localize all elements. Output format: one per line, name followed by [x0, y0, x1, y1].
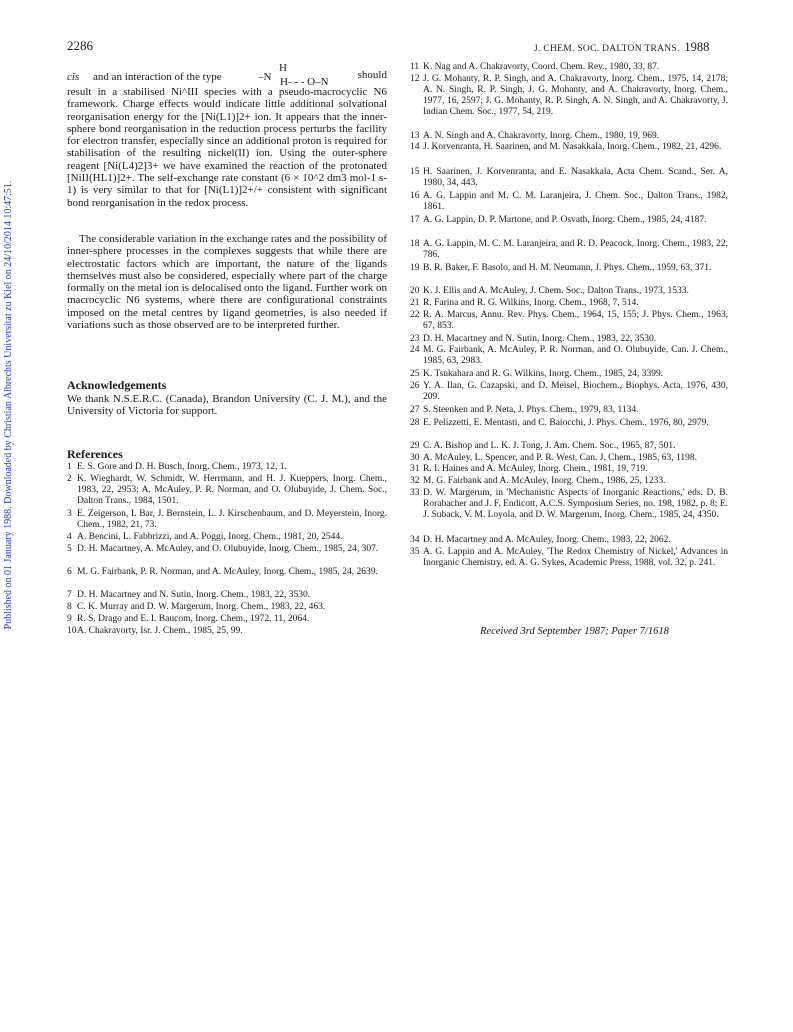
- reference-number: 25: [410, 369, 420, 379]
- reference-item: [410, 405, 728, 416]
- reference-number: 9: [67, 614, 72, 624]
- reference-text: C. K. Murray and D. W. Margerum, Inorg. Chem., 1983, 22, 463.: [77, 602, 326, 612]
- reference-item: [67, 462, 387, 473]
- reference-text: A. McAuley, L. Spencer, and P. R. West, Can. J. Chem., 1985, 63, 1198.: [423, 453, 697, 463]
- reference-number: 8: [67, 602, 72, 612]
- reference-item: [67, 602, 387, 613]
- reference-number: 22: [410, 310, 420, 320]
- reference-item: [410, 142, 728, 153]
- reference-item: [410, 441, 728, 452]
- reference-text: A. Chakravorty, Isr. J. Chem., 1985, 25, 99.: [77, 626, 243, 636]
- reference-text: M. G. Fairbank, P. R. Norman, and A. McAuley, Inorg. Chem., 1985, 24, 2639.: [77, 567, 378, 577]
- reference-text: J. G. Mohanty, R. P. Singh, and A. Chakravorty, Inorg. Chem., 1975, 14, 2178; A. N. Singh, R. P. Singh, J. G. Mohanty, and A. Chakravorty, Inorg. Chem., 1977, 16, 2597; J. G. Mohanty, R. P. Singh, A. N. Singh, and A. Chakravorty, J. Indian Chem. Soc., 1977, 54, 219.: [423, 74, 728, 117]
- reference-item: [67, 590, 387, 601]
- acknowledgements-heading: Acknowledgements: [67, 378, 167, 392]
- reference-item: [410, 535, 728, 546]
- reference-number: 26: [410, 381, 420, 391]
- reference-number: 7: [67, 590, 72, 600]
- body-paragraph-2: The considerable variation in the exchange rates and the possibility of inner-sphere processes in the complexes suggests that while there are electrostatic factors which are important, the nature of the ligands themselves must also be considered, especially where part of the charge formally on the metal ion is delocalised onto the ligand. Further work on macrocyclic N6 systems, where there are configurational constraints imposed on the metal centres by ligand geometries, is also needed if variations such as those observed are to be interpreted further.: [67, 233, 387, 332]
- reference-number: 21: [410, 298, 420, 308]
- reference-text: R. S. Drago and E. I. Baucom, Inorg. Chem., 1972, 11, 2064.: [77, 614, 310, 624]
- reference-text: R. Farina and R. G. Wilkins, Inorg. Chem., 1968, 7, 514.: [423, 298, 639, 308]
- reference-text: B. R. Baker, F. Basolo, and H. M. Neumann, J. Phys. Chem., 1959, 63, 371.: [423, 263, 712, 273]
- reference-item: [67, 509, 387, 531]
- reference-number: 20: [410, 286, 420, 296]
- reference-text: K. J. Ellis and A. McAuley, J. Chem. Soc., Dalton Trans., 1973, 1533.: [423, 286, 689, 296]
- reference-text: A. G. Lappin and A. McAuley, 'The Redox Chemistry of Nickel,' Advances in Inorganic Chemistry, ed. A. G. Sykes, Academic Press, 1988, vol. 32, p. 241.: [423, 547, 728, 568]
- reference-text: A. Bencini, L. Fabbrizzi, and A. Poggi, Inorg. Chem., 1981, 20, 2544.: [77, 532, 343, 542]
- reference-number: 15: [410, 167, 420, 177]
- reference-item: [410, 191, 728, 213]
- reference-item: [67, 544, 387, 555]
- reference-item: [410, 369, 728, 380]
- journal-title: J. CHEM. SOC. DALTON TRANS.: [534, 44, 680, 54]
- reference-number: 16: [410, 191, 420, 201]
- publication-notice: [2, 155, 16, 655]
- reference-item: [410, 476, 728, 487]
- reference-item: [410, 74, 728, 118]
- reference-text: A. G. Lappin, M. C. M. Laranjeira, and R. D. Peacock, Inorg. Chem., 1983, 22, 786.: [423, 239, 728, 260]
- reference-number: 34: [410, 535, 420, 545]
- reference-text: E. S. Gore and D. H. Busch, Inorg. Chem., 1973, 12, 1.: [77, 462, 287, 472]
- references-heading: References: [67, 447, 123, 461]
- header-year: 1988: [684, 40, 710, 54]
- reference-item: [67, 474, 387, 507]
- reference-number: 12: [410, 74, 420, 84]
- reference-number: 23: [410, 334, 420, 344]
- reference-item: [410, 418, 728, 429]
- reference-item: [410, 547, 728, 569]
- reference-text: D. H. Macartney and A. McAuley, Inorg. Chem., 1983, 22, 2062.: [423, 535, 671, 545]
- publication-notice-text[interactable]: Published on 01 January 1988. Downloaded by Christian Albrechts Universitat zu Kiel on 24/10/2014 10:47:51.: [3, 180, 14, 630]
- running-header: [534, 40, 709, 55]
- reference-number: 11: [410, 62, 420, 72]
- reference-number: 27: [410, 405, 420, 415]
- reference-text: K. Nag and A. Chakravorty, Coord. Chem. Rev., 1980, 33, 87.: [423, 62, 660, 72]
- reference-number: 33: [410, 488, 420, 498]
- reference-item: [67, 626, 387, 637]
- reference-text: R. A. Marcus, Annu. Rev. Phys. Chem., 1964, 15, 155; J. Phys. Chem., 1963, 67, 853.: [423, 310, 728, 331]
- formula-lead-text: and an interaction of the type: [93, 71, 222, 83]
- formula-h-bottom: H- - - O–N: [280, 76, 329, 88]
- formula-should: should: [357, 69, 387, 81]
- reference-item: [410, 488, 728, 521]
- reference-text: D. H. Macartney and N. Sutin, Inorg. Chem., 1983, 22, 3530.: [423, 334, 657, 344]
- reference-number: 17: [410, 215, 420, 225]
- reference-number: 28: [410, 418, 420, 428]
- reference-number: 32: [410, 476, 420, 486]
- reference-item: [410, 310, 728, 332]
- reference-item: [410, 167, 728, 189]
- reference-text: S. Steenken and P. Neta, J. Phys. Chem., 1979, 83, 1134.: [423, 405, 639, 415]
- reference-number: 24: [410, 345, 420, 355]
- formula-line: [67, 62, 387, 88]
- body-paragraph-1: result in a stabilised Ni^III species with a pseudo-macrocyclic N6 framework. Charge effects would indicate little additional solvational reorganisation energy for the [Ni(L1)]2+ ion. It appears that the inner-sphere bond reorganisation in the reduction process perturbs the facility for electron transfer, especially since an additional proton is required for stabilisation of the resulting nickel(II) ion. Using the outer-sphere reagent [Ni(L4)2]3+ we have examined the reaction of the protonated [NiII(HL1)]2+. The self-exchange rate constant (6 × 10^2 dm3 mol-1 s-1) is very similar to that for [Ni(L1)]2+/+ consistent with significant bond reorganisation in the redox process.: [67, 86, 387, 209]
- reference-number: 10: [67, 626, 77, 636]
- reference-item: [410, 334, 728, 345]
- reference-number: 2: [67, 474, 72, 484]
- reference-item: [410, 464, 728, 475]
- reference-number: 18: [410, 239, 420, 249]
- reference-text: D. H. Macartney and N. Sutin, Inorg. Chem., 1983, 22, 3530.: [77, 590, 311, 600]
- reference-item: [410, 453, 728, 464]
- reference-number: 14: [410, 142, 420, 152]
- reference-text: D. W. Margerum, in 'Mechanistic Aspects of Inorganic Reactions,' eds. D. B. Rorabacher and J. F. Endicott, A.C.S. Symposium Series, no. 198, 1982, p. 8; E. J. Suback, V. M. Loyola, and D. W. Margerum, Inorg. Chem., 1985, 24, 4350.: [423, 488, 728, 520]
- reference-item: [410, 215, 728, 226]
- reference-text: E. Pelizzetti, E. Mentasti, and C. Baiocchi, J. Phys. Chem., 1976, 80, 2979.: [423, 418, 709, 428]
- formula-h-top: H: [279, 62, 287, 74]
- reference-number: 6: [67, 567, 72, 577]
- reference-number: 5: [67, 544, 72, 554]
- reference-number: 4: [67, 532, 72, 542]
- reference-number: 1: [67, 462, 72, 472]
- reference-text: A. G. Lappin and M. C. M. Laranjeira, J. Chem. Soc., Dalton Trans., 1982, 1861.: [423, 191, 728, 212]
- reference-text: K. Tsukahara and R. G. Wilkins, Inorg. Chem., 1985, 24, 3399.: [423, 369, 664, 379]
- reference-item: [410, 239, 728, 261]
- formula-cis: cis: [67, 71, 80, 83]
- acknowledgements-text: We thank N.S.E.R.C. (Canada), Brandon University (C. J. M.), and the University of Victoria for support.: [67, 393, 387, 418]
- reference-item: [410, 131, 728, 142]
- reference-number: 29: [410, 441, 420, 451]
- page-number: 2286: [67, 38, 93, 53]
- reference-number: 13: [410, 131, 420, 141]
- reference-number: 35: [410, 547, 420, 557]
- reference-text: K. Wieghardt, W. Schmidt, W. Herrmann, and H. J. Kueppers, Inorg. Chem., 1983, 22, 2953; A. McAuley, P. R. Norman, and O. Olubuyide, J. Chem. Soc., Dalton Trans., 1984, 1501.: [77, 474, 387, 506]
- reference-item: [67, 614, 387, 625]
- reference-text: A. G. Lappin, D. P. Martone, and P. Osvath, Inorg. Chem., 1985, 24, 4187.: [423, 215, 707, 225]
- reference-number: 30: [410, 453, 420, 463]
- reference-item: [410, 381, 728, 403]
- reference-number: 19: [410, 263, 420, 273]
- reference-text: M. G. Fairbank and A. McAuley, Inorg. Chem., 1986, 25, 1233.: [423, 476, 666, 486]
- reference-text: Y. A. Ilan, G. Cazapski, and D. Meisel, Biochem., Biophys. Acta, 1976, 430, 209.: [423, 381, 728, 402]
- reference-text: C. A. Bishop and L. K. J. Tong, J. Am. Chem. Soc., 1965, 87, 501.: [423, 441, 676, 451]
- received-note: Received 3rd September 1987; Paper 7/1618: [480, 626, 669, 637]
- reference-number: 31: [410, 464, 420, 474]
- reference-text: A. N. Singh and A. Chakravorty, Inorg. Chem., 1980, 19, 969.: [423, 131, 660, 141]
- reference-text: J. Korvenranta, H. Saarinen, and M. Nasakkala, Inorg. Chem., 1982, 21, 4296.: [423, 142, 722, 152]
- reference-item: [67, 532, 387, 543]
- reference-number: 3: [67, 509, 72, 519]
- reference-item: [410, 345, 728, 367]
- reference-item: [410, 298, 728, 309]
- reference-text: H. Saarinen, J. Korvenranta, and E. Nasakkala, Acta Chem. Scand., Ser. A, 1980, 34, 443.: [423, 167, 728, 188]
- formula-n-group: –N: [258, 71, 272, 83]
- reference-text: D. H. Macartney, A. McAuley, and O. Olubuyide, Inorg. Chem., 1985, 24, 307.: [77, 544, 379, 554]
- reference-item: [410, 286, 728, 297]
- reference-text: E. Zeigerson, I. Bar, J. Bernstein, L. J. Kirschenbaum, and D. Meyerstein, Inorg. Chem., 1982, 21, 73.: [77, 509, 387, 530]
- reference-item: [410, 62, 728, 73]
- reference-item: [67, 567, 387, 578]
- reference-text: M. G. Fairbank, A. McAuley, P. R. Norman, and O. Olubuyide, Can. J. Chem., 1985, 63, 2983.: [423, 345, 728, 366]
- reference-text: R. I. Haines and A. McAuley, Inorg. Chem., 1981, 19, 719.: [423, 464, 648, 474]
- reference-item: [410, 263, 728, 274]
